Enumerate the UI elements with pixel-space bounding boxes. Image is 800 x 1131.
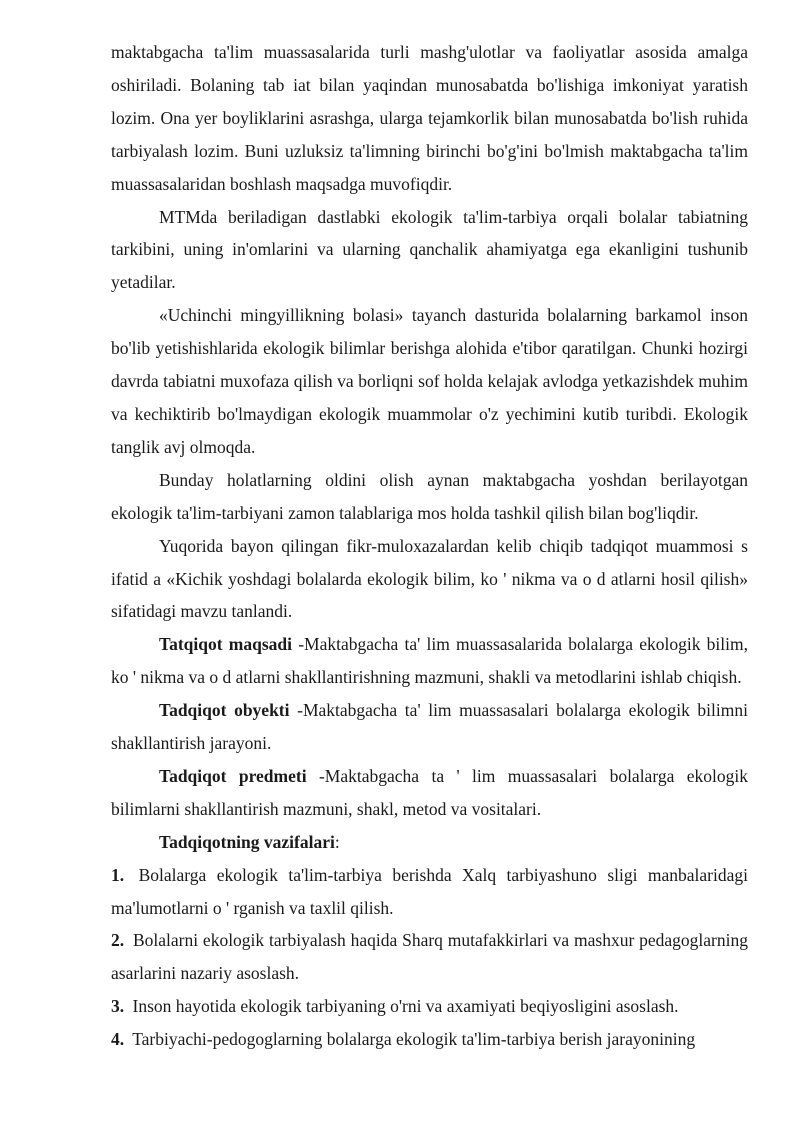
document-page: [111, 36, 748, 1056]
list-item-number: 4.: [111, 1029, 125, 1050]
paragraph-program: «Uchinchi mingyillikning bolasi» tayanch dasturida bolalarning barkamol inson bo'lib yetishishlarida ekologik bilimlar berishga alohida e'tibor qaratilgan. Chunki hozirgi davrda tabiatni muxofaza qilish va borliqni sof holda kelajak avlodga yetkazishdek muhim va kechiktirib bo'lmaydigan ekologik muammolar o'z yechimini kutib turibdi. Ekologik tanglik avj olmoqda.: [111, 305, 748, 457]
list-item-number: 1.: [111, 864, 125, 885]
list-item-number: 2.: [111, 930, 125, 951]
list-item: [111, 859, 748, 925]
list-item: [111, 990, 748, 1023]
paragraph-intro: maktabgacha ta'lim muassasalarida turli mashg'ulotlar va faoliyatlar asosida amalga oshiriladi. Bolaning tab iat bilan yaqindan munosabatda bo'lishiga imkoniyat yaratish lozim. Ona yer boyliklarini asrashga, ularga tejamkorlik bilan munosabatda bo'lish ruhida tarbiyalash lozim. Buni uzluksiz ta'limning birinchi bo'g'ini bo'lmish maktabgacha ta'lim muassasalaridan boshlash maqsadga muvofiqdir.: [111, 42, 748, 194]
research-subject-label: Tadqiqot predmeti: [159, 765, 307, 786]
list-item: [111, 1023, 748, 1056]
tasks-heading-label: Tadqiqotning vazifalari: [159, 831, 335, 852]
paragraph-prevention: Bunday holatlarning oldini olish aynan maktabgacha yoshdan berilayotgan ekologik ta'lim-tarbiyani zamon talablariga mos holda tashkil qilish bilan bog'liqdir.: [111, 469, 748, 523]
list-item-text: Tarbiyachi-pedogoglarning bolalarga ekologik ta'lim-tarbiya berish jarayonining: [132, 1029, 696, 1050]
list-item-text: Bolalarni ekologik tarbiyalash haqida Sharq mutafakkirlari va mashxur pedagoglarning asarlarini nazariy asoslash.: [111, 930, 748, 984]
list-item-text: Inson hayotida ekologik tarbiyaning o'rni va axamiyati beqiyosligini asoslash.: [132, 996, 679, 1017]
list-item-number: 3.: [111, 996, 125, 1017]
tasks-heading-colon: :: [334, 831, 340, 852]
research-goal-label: Tatqiqot maqsadi: [159, 634, 292, 655]
paragraph-problem: Yuqorida bayon qilingan fikr-muloxazalardan kelib chiqib tadqiqot muammosi s ifatid a «Kichik yoshdagi bolalarda ekologik bilim, ko ' nikma va o d atlarni hosil qilish» sifatidagi mavzu tanlandi.: [111, 535, 748, 622]
list-item: [111, 924, 748, 990]
paragraph-research-subject: [111, 760, 748, 826]
paragraph-research-goal: [111, 628, 748, 694]
tasks-heading: [111, 826, 748, 859]
research-goal-text: -Maktabgacha ta' lim muassasalarida bolalarga ekologik bilim, ko ' nikma va o d atlarni shakllantirishning mazmuni, shakli va metodlarini ishlab chiqish.: [111, 634, 748, 688]
paragraph-mtm: MTMda beriladigan dastlabki ekologik ta'lim-tarbiya orqali bolalar tabiatning tarkibini, uning in'omlarini va ularning qanchalik ahamiyatga ega ekanligini tushunib yetadilar.: [111, 206, 748, 293]
research-object-label: Tadqiqot obyekti: [159, 700, 290, 721]
paragraph-research-object: [111, 694, 748, 760]
list-item-text: Bolalarga ekologik ta'lim-tarbiya berishda Xalq tarbiyashuno sligi manbalaridagi ma'lumotlarni o ' rganish va taxlil qilish.: [111, 864, 748, 918]
research-subject-text: -Maktabgacha ta ' lim muassasalari bolalarga ekologik bilimlarni shakllantirish mazmuni, shakl, metod va vositalari.: [111, 765, 748, 819]
research-object-text: -Maktabgacha ta' lim muassasalari bolalarga ekologik bilimni shakllantirish jarayoni.: [111, 700, 748, 754]
